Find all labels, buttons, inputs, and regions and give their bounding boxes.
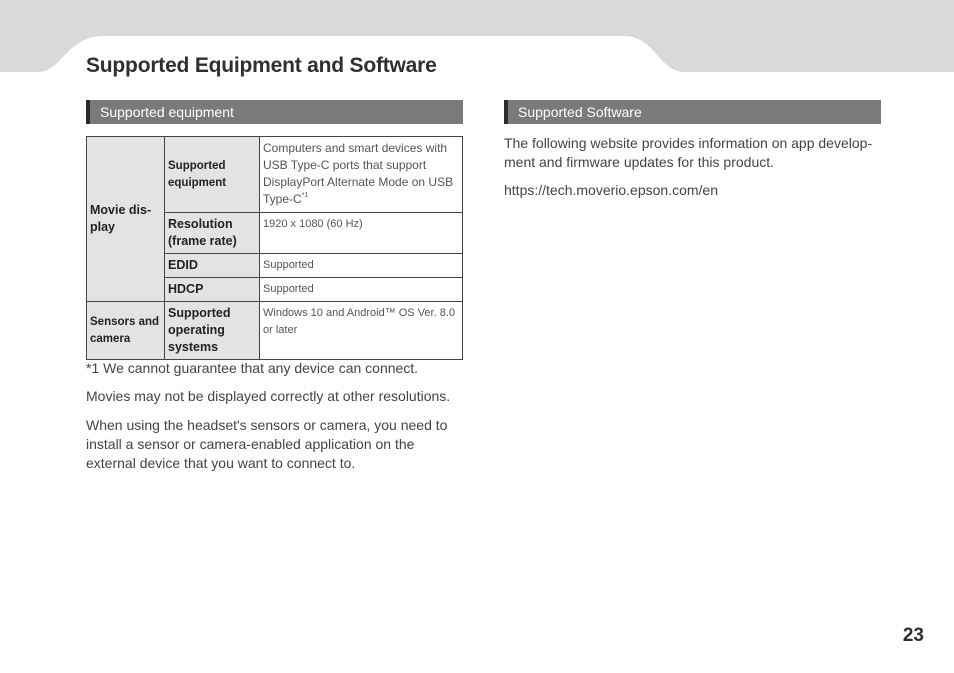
section-heading-supported-equipment: Supported equipment: [86, 100, 463, 124]
software-description: The following website provides information on app develop-ment and firmware updates for this product.: [504, 135, 873, 170]
software-url: https://tech.moverio.epson.com/en: [504, 182, 718, 198]
value-hdcp: Supported: [260, 278, 463, 302]
label-hdcp: HDCP: [165, 278, 260, 302]
footnote: *1 We cannot guarantee that any device can connect.: [86, 360, 419, 376]
value-supported-equipment: [260, 137, 463, 213]
value-resolution: 1920 x 1080 (60 Hz): [260, 213, 463, 254]
section-heading-supported-software: Supported Software: [504, 100, 881, 124]
value-supported-os: Windows 10 and Android™ OS Ver. 8.0 or later: [260, 302, 463, 360]
category-sensors-camera: Sensors and camera: [87, 302, 165, 360]
note-resolution: Movies may not be displayed correctly at other resolutions.: [86, 388, 451, 404]
value-edid: Supported: [260, 254, 463, 278]
page-number: 23: [902, 625, 924, 646]
page-title: Supported Equipment and Software: [86, 54, 437, 77]
label-supported-equipment: Supported equipment: [165, 137, 260, 213]
label-edid: EDID: [165, 254, 260, 278]
note-sensor-camera: When using the headset's sensors or camera, you need to install a sensor or camera-enabled application on the external device that you want to connect to.: [86, 417, 448, 471]
label-supported-os: Supported operating systems: [165, 302, 260, 360]
supported-equipment-table: [86, 136, 463, 360]
table-row: [87, 302, 463, 360]
footnote-mark: *1: [301, 192, 309, 199]
label-resolution: Resolution (frame rate): [165, 213, 260, 254]
category-movie-display: Movie dis-play: [87, 137, 165, 302]
table-row: [87, 137, 463, 213]
supported-equipment-text: Computers and smart devices with USB Type-C ports that support DisplayPort Alternate Mode on USB Type-C: [263, 141, 454, 206]
